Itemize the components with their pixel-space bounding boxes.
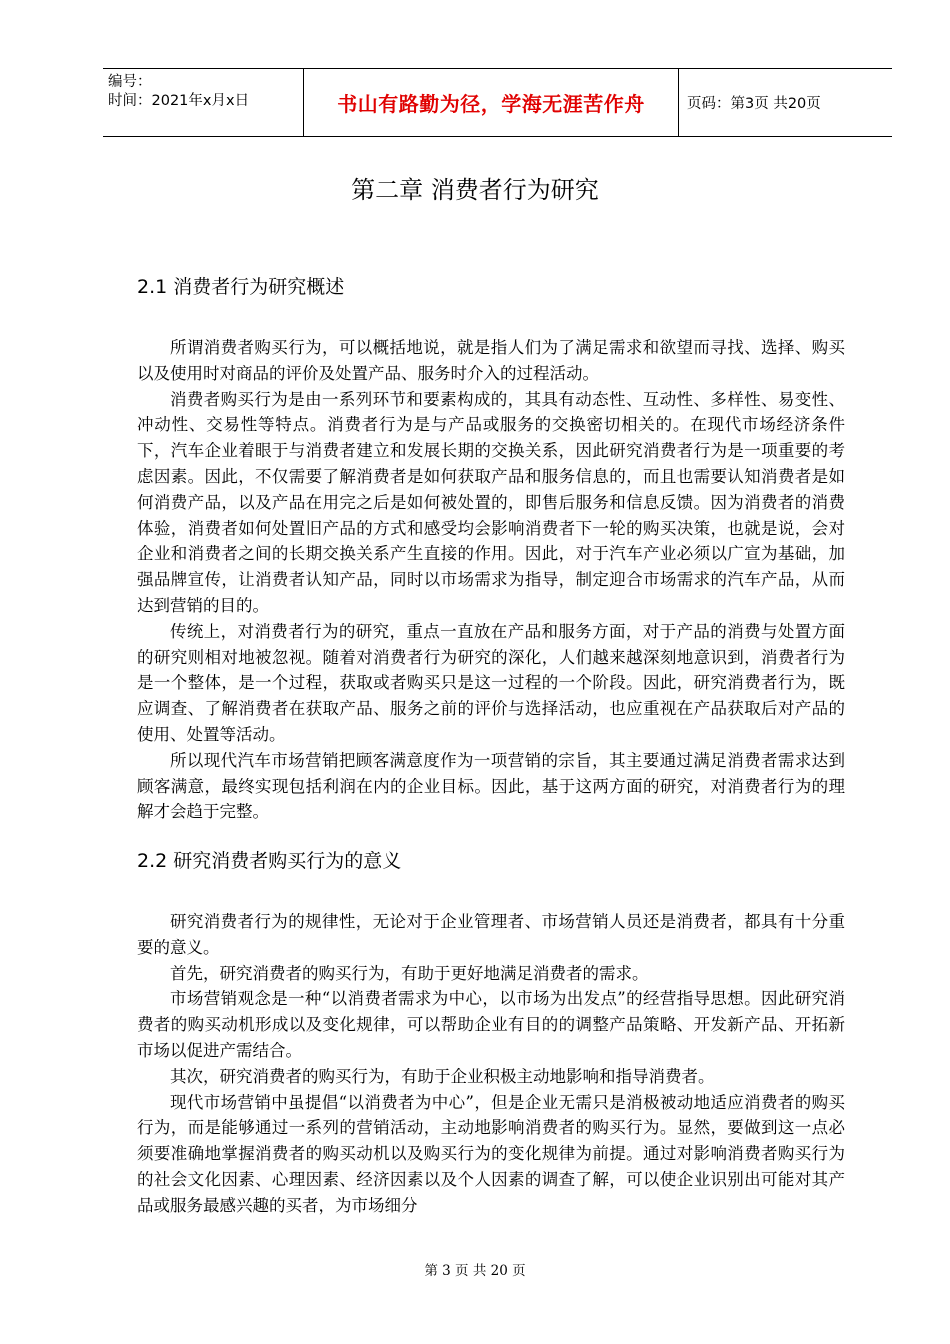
paragraph: 研究消费者行为的规律性，无论对于企业管理者、市场营销人员还是消费者，都具有十分重要的意义。	[137, 912, 845, 957]
paragraph: 现代市场营销中虽提倡“以消费者为中心”，但是企业无需只是消极被动地适应消费者的购买行为，而是能够通过一系列的营销活动，主动地影响消费者的购买行为。显然，要做到这一点必须要准确地掌握消费者的购买动机以及购买行为的变化规律为前提。通过对影响消费者购买行为的社会文化因素、心理因素、经济因素以及个人因素的调查了解，可以使企业识别出可能对其产品或服务最感兴趣的买者，为市场细分	[137, 1092, 845, 1215]
section-body-2-1	[137, 335, 845, 825]
paragraph: 消费者购买行为是由一系列环节和要素构成的，其具有动态性、互动性、多样性、易变性、冲动性、交易性等特点。消费者行为是与产品或服务的交换密切相关的。在现代市场经济条件下，汽车企业着眼于与消费者建立和发展长期的交换关系，因此研究消费者行为是一项重要的考虑因素。因此，不仅需要了解消费者是如何获取产品和服务信息的，而且也需要认知消费者是如何消费产品，以及产品在用完之后是如何被处置的，即售后服务和信息反馈。因为消费者的消费体验，消费者如何处置旧产品的方式和感受均会影响消费者下一轮的购买决策，也就是说，会对企业和消费者之间的长期交换关系产生直接的作用。因此，对于汽车产业必须以广宣为基础，加强品牌宣传，让消费者认知产品，同时以市场需求为指导，制定迎合市场需求的汽车产品，从而达到营销的目的。	[137, 389, 845, 615]
paragraph: 所谓消费者购买行为，可以概括地说，就是指人们为了满足需求和欲望而寻找、选择、购买以及使用时对商品的评价及处置产品、服务时介入的过程活动。	[137, 338, 845, 383]
header-motto: 书山有路勤为径，学海无涯苦作舟	[337, 92, 645, 116]
page-footer: 第 3 页 共 20 页	[424, 1263, 526, 1279]
section-heading-2-2: 2.2 研究消费者购买行为的意义	[137, 850, 402, 872]
paragraph: 市场营销观念是一种“以消费者需求为中心，以市场为出发点”的经营指导思想。因此研究消费者的购买动机形成以及变化规律，可以帮助企业有目的的调整产品策略、开发新产品、开拓新市场以促进产需结合。	[137, 989, 845, 1060]
header-motto-cell	[304, 69, 679, 136]
page-header	[103, 68, 892, 137]
header-page-info: 页码：第3页 共20页	[687, 96, 821, 112]
header-left-cell	[103, 69, 304, 136]
header-time-label: 时间：2021年x月x日	[108, 93, 250, 109]
header-number-label: 编号：	[108, 74, 152, 90]
section-body-2-2	[137, 909, 845, 1219]
paragraph: 其次，研究消费者的购买行为，有助于企业积极主动地影响和指导消费者。	[170, 1066, 715, 1086]
header-page-cell	[679, 69, 892, 136]
paragraph: 传统上，对消费者行为的研究，重点一直放在产品和服务方面，对于产品的消费与处置方面的研究则相对地被忽视。随着对消费者行为研究的深化，人们越来越深刻地意识到，消费者行为是一个整体，是一个过程，获取或者购买只是这一过程的一个阶段。因此，研究消费者行为，既应调查、了解消费者在获取产品、服务之前的评价与选择活动，也应重视在产品获取后对产品的使用、处置等活动。	[137, 621, 845, 744]
paragraph: 所以现代汽车市场营销把顾客满意度作为一项营销的宗旨，其主要通过满足消费者需求达到顾客满意，最终实现包括利润在内的企业目标。因此，基于这两方面的研究，对消费者行为的理解才会趋于完整。	[137, 750, 845, 822]
section-heading-2-1: 2.1 消费者行为研究概述	[137, 276, 345, 298]
paragraph: 首先，研究消费者的购买行为，有助于更好地满足消费者的需求。	[170, 963, 649, 983]
chapter-title: 第二章 消费者行为研究	[351, 176, 599, 204]
